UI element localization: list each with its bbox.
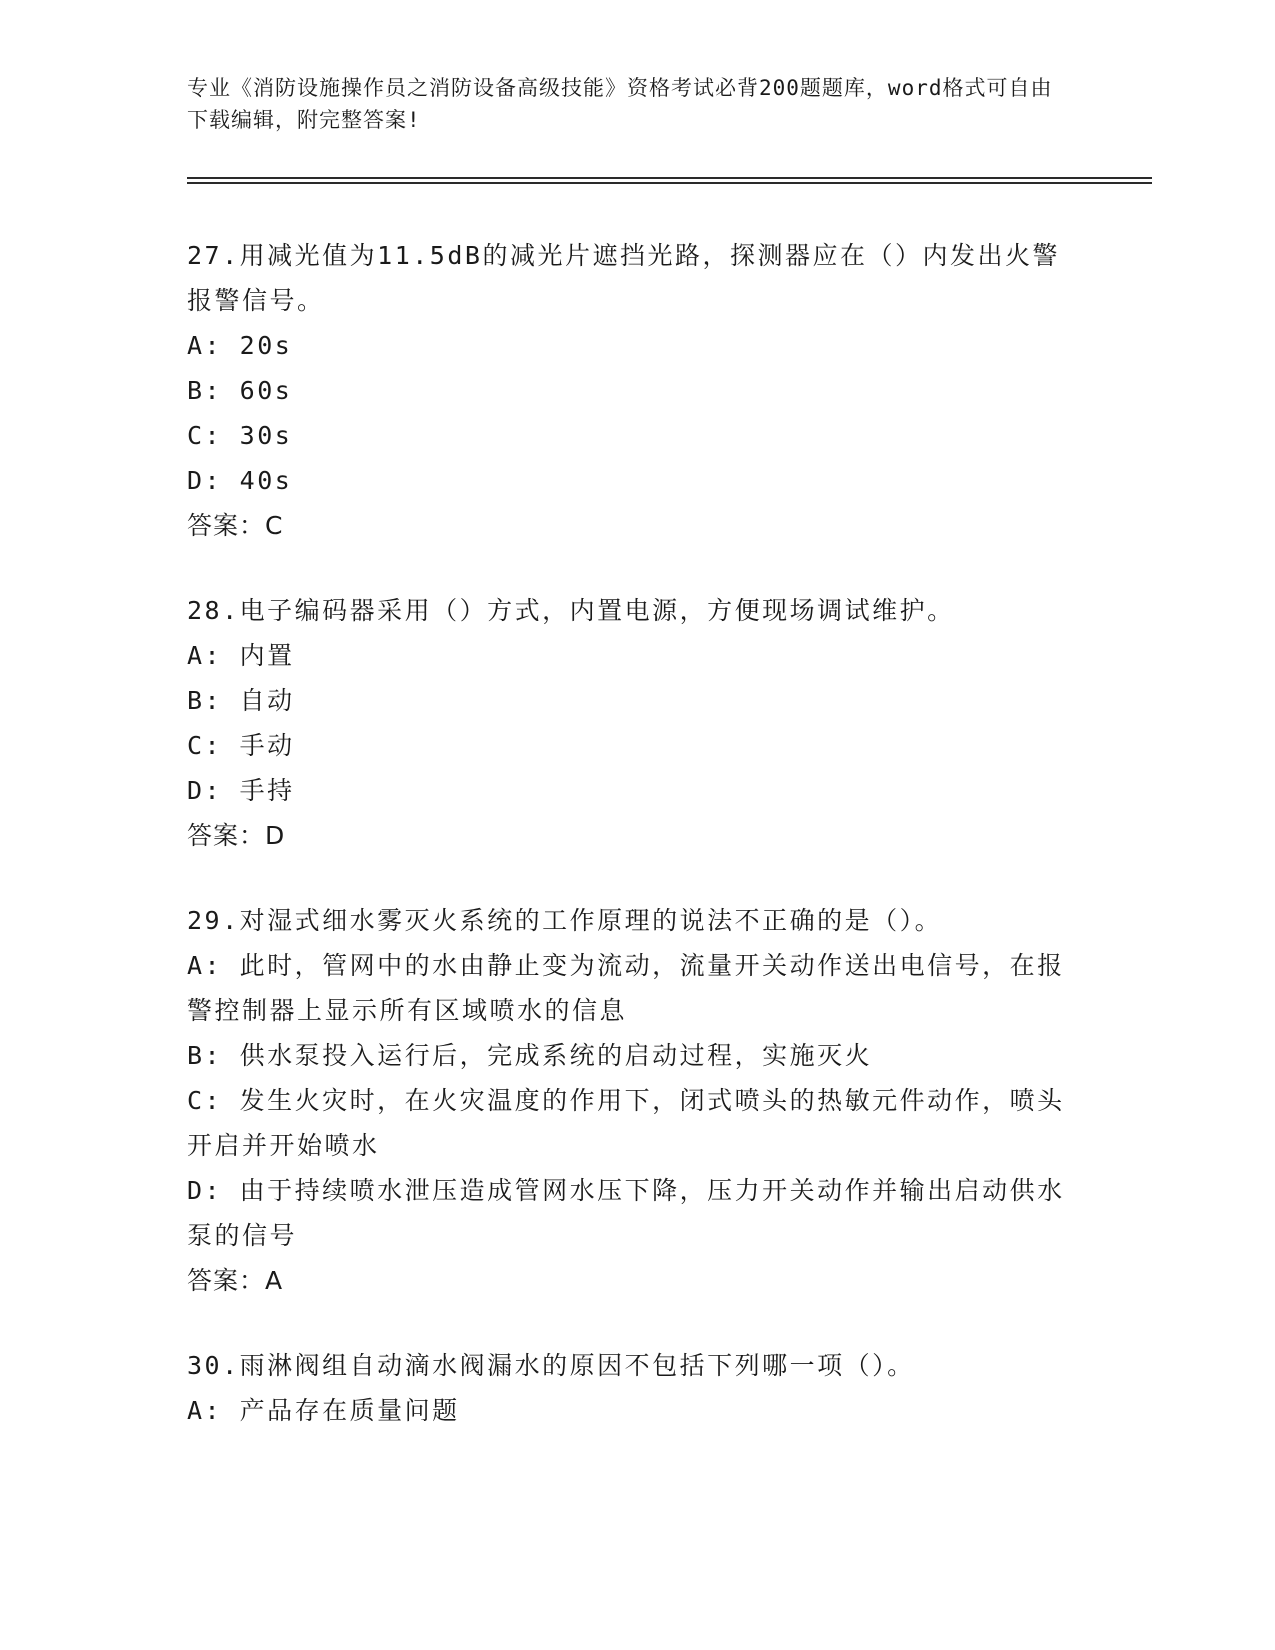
option-c: C: 手动	[187, 731, 295, 760]
question-29	[187, 898, 1087, 1303]
option-c: C: 发生火灾时，在火灾温度的作用下，闭式喷头的热敏元件动作，喷头开启并开始喷水	[187, 1086, 1065, 1160]
question-30	[187, 1343, 1087, 1433]
option-d: D: 由于持续喷水泄压造成管网水压下降，压力开关动作并输出启动供水泵的信号	[187, 1176, 1065, 1250]
question-stem: 30.雨淋阀组自动滴水阀漏水的原因不包括下列哪一项（）。	[187, 1351, 915, 1380]
question-stem: 28.电子编码器采用（）方式，内置电源，方便现场调试维护。	[187, 596, 955, 625]
option-d: D: 手持	[187, 776, 295, 805]
answer-text: 答案：D	[187, 821, 286, 850]
question-28	[187, 588, 1087, 858]
option-a: A: 此时，管网中的水由静止变为流动，流量开关动作送出电信号，在报警控制器上显示所有区域喷水的信息	[187, 951, 1065, 1025]
header-divider-bottom	[187, 182, 1152, 184]
answer-text: 答案：C	[187, 511, 284, 540]
option-b: B: 自动	[187, 686, 295, 715]
option-a: A: 产品存在质量问题	[187, 1396, 460, 1425]
question-stem: 29.对湿式细水雾灭火系统的工作原理的说法不正确的是（）。	[187, 906, 943, 935]
question-stem: 27.用减光值为11.5dB的减光片遮挡光路，探测器应在（）内发出火警报警信号。	[187, 241, 1060, 315]
option-b: B: 60s	[187, 376, 293, 405]
option-a: A: 20s	[187, 331, 293, 360]
option-a: A: 内置	[187, 641, 295, 670]
question-list	[187, 233, 1087, 1473]
question-27	[187, 233, 1087, 548]
answer-text: 答案：A	[187, 1266, 284, 1295]
header-divider-top	[187, 177, 1152, 179]
option-b: B: 供水泵投入运行后，完成系统的启动过程，实施灭火	[187, 1041, 873, 1070]
option-c: C: 30s	[187, 421, 293, 450]
document-header: 专业《消防设施操作员之消防设备高级技能》资格考试必背200题题库，word格式可自由下载编辑，附完整答案!	[187, 76, 1053, 132]
option-d: D: 40s	[187, 466, 293, 495]
